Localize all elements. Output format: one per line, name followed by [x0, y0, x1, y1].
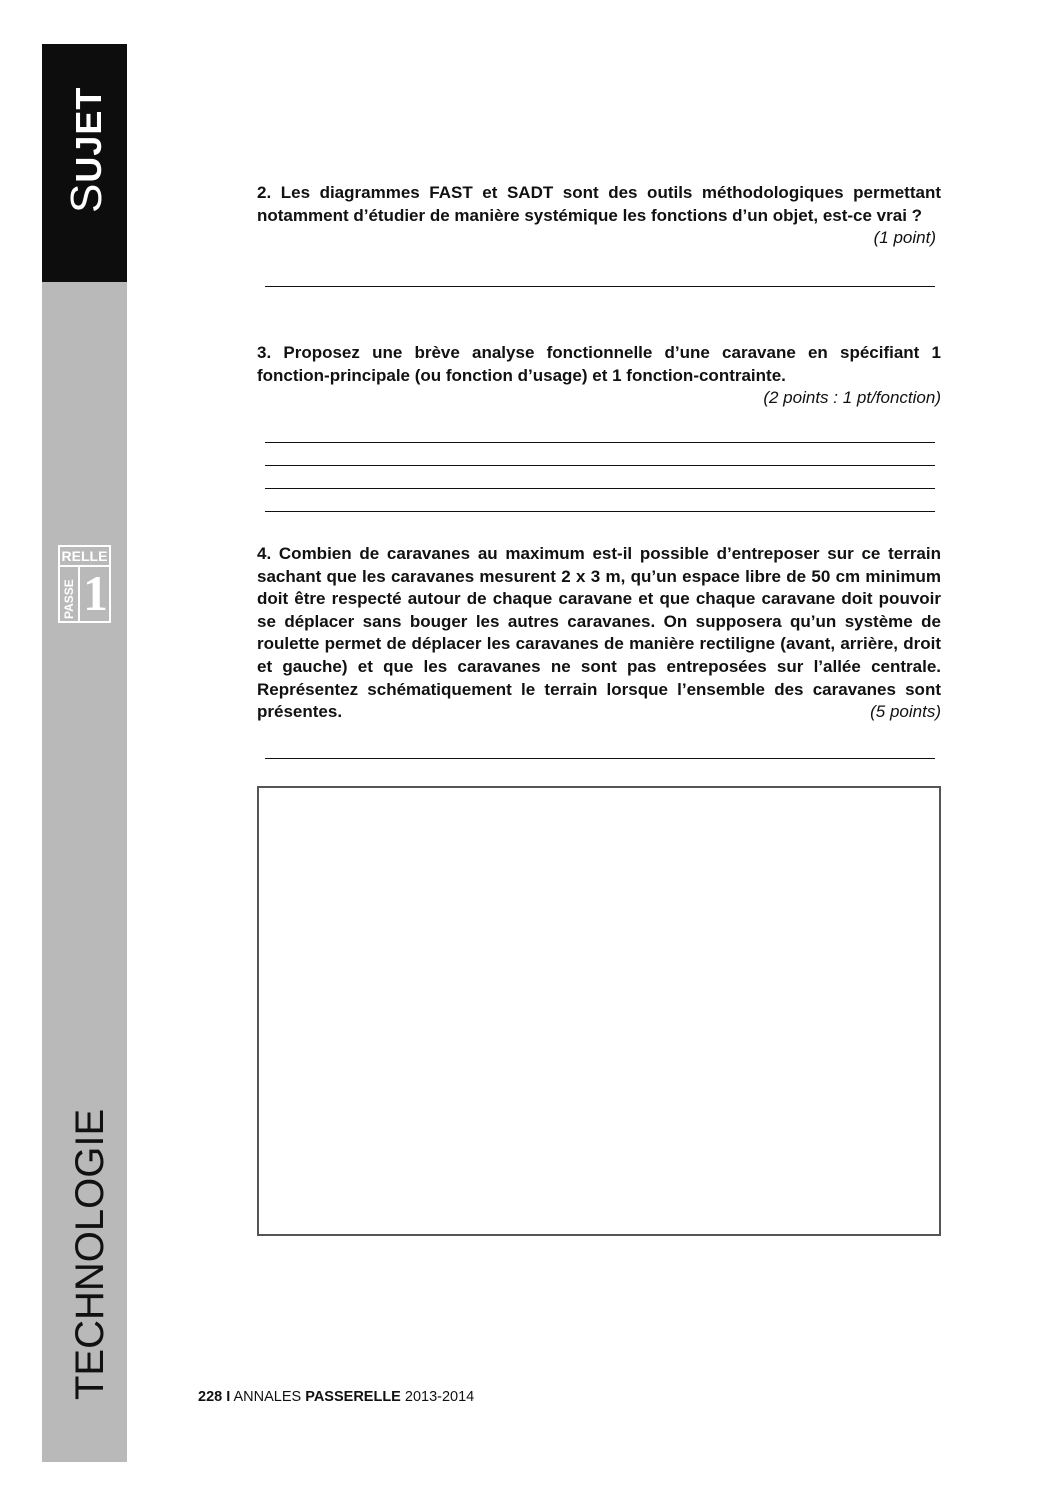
question-3: 3. Proposez une brève analyse fonctionnelle d’une caravane en spécifiant 1 fonction-principale (ou fonction d’usage) et 1 fonction-contrainte. (2 points : 1 pt/fonction)	[257, 342, 941, 410]
answer-line	[265, 286, 935, 287]
answer-line	[265, 442, 935, 443]
drawing-answer-box[interactable]	[257, 786, 941, 1236]
question-3-points: (2 points : 1 pt/fonction)	[763, 388, 941, 408]
answer-line	[265, 465, 935, 466]
question-4: 4. Combien de caravanes au maximum est-il possible d’entreposer sur ce terrain sachant que les caravanes mesurent 2 x 3 m, qu’un espace libre de 50 cm minimum doit être respecté autour de chaque caravane et que chaque caravane doit pouvoir se déplacer sans bouger les autres caravanes. On supposera qu’un système de roulette permet de déplacer les caravanes de manière rectiligne (avant, arrière, droit et gauche) et que les caravanes ne sont pas entreposées sur l’allée centrale. Représentez schématiquement le terrain lorsque l’ensemble des caravanes sont présentes. (5 points)	[257, 543, 941, 724]
subject-label: TECHNOLOGIE	[68, 1108, 112, 1400]
section-label: SUJET	[62, 86, 111, 213]
question-4-points: (5 points)	[870, 702, 941, 722]
question-2: 2. Les diagrammes FAST et SADT sont des outils méthodologiques permettant notamment d’étudier de manière systémique les fonctions d’un objet, est-ce vrai ? (1 point)	[257, 182, 941, 250]
passerelle-logo: RELLE PASSE 1	[58, 545, 111, 623]
page-footer: 228 I ANNALES PASSERELLE 2013-2014	[198, 1389, 475, 1405]
question-2-points: (1 point)	[873, 228, 936, 248]
answer-line	[265, 488, 935, 489]
answer-line	[265, 511, 935, 512]
answer-line	[265, 758, 935, 759]
